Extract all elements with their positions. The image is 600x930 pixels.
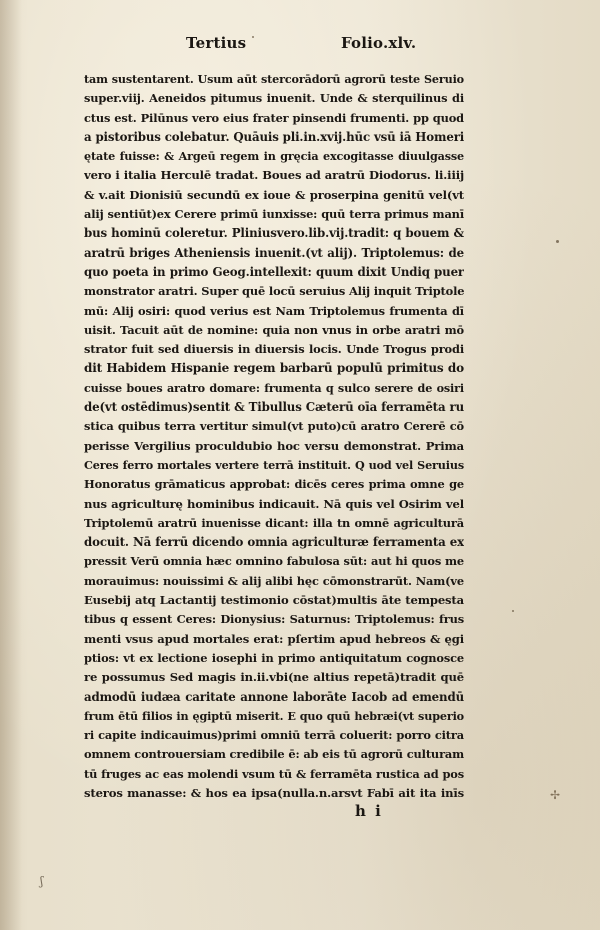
text-line: ri capite indicauimus)primi omniū terrā coluerit: porro citra [84,728,464,743]
text-line: super.viij. Aeneidos pitumus inuenit. Unde & sterquilinus di [84,91,464,106]
ink-speck [512,610,514,612]
ink-speck-mark: ʃ [40,874,44,888]
text-line: ctus est. Pilūnus vero eius frater pinsendi frumenti. pp quod [84,110,464,125]
text-line: omnem controuersiam credibile ē: ab eis tū agrorū culturam [84,747,464,762]
text-line: Triptolemū aratrū inuenisse dicant: illa tn omnē agriculturā [84,515,464,530]
ink-speck [556,240,559,243]
text-line: ptios: vt ex lectione iosephi in primo antiquitatum cognosce [84,650,464,665]
text-line: Honoratus grāmaticus approbat: dicēs ceres prima omne ge [84,477,464,492]
text-line: re possumus Sed magis in.ii.vbi(ne altius repetā)tradit quē [84,670,464,685]
text-line: frum ētū filios in ęgiptū miserit. E quo quū hebræi(vt superio [84,708,464,723]
text-line: stica quibus terra vertitur simul(vt puto)cū aratro Cererē cō [84,419,464,434]
folio-number: Folio.xlv. [341,34,417,52]
text-line: perisse Vergilius proculdubio hoc versu demonstrat. Prima [84,438,464,453]
text-line: strator fuit sed diuersis in diuersis locis. Unde Trogus prodi [84,342,464,357]
signature-mark: h i [355,802,383,820]
text-line: admodū iudæa caritate annone laborāte Iacob ad emendū [84,689,464,704]
text-line: a pistoribus colebatur. Quāuis pli.in.xvij.hūc vsū iā Homeri [84,129,464,144]
text-line: & v.ait Dionisiū secundū ex ioue & proserpina genitū vel(vt [84,187,464,202]
text-line: Eusebij atq Lactantij testimonio cōstat)multis āte tempesta [84,593,464,608]
text-line: nus agriculturę hominibus indicauit. Nā quis vel Osirim vel [84,496,464,511]
page-header [0,34,600,56]
text-line: vero i italia Herculē tradat. Boues ad aratrū Diodorus. li.iiij [84,168,464,183]
text-line: alij sentiūt)ex Cerere primū iunxisse: quū terra primus manī [84,207,464,222]
text-line: de(vt ostēdimus)sentit & Tibullus Cæterū oīa ferramēta ru [84,400,464,415]
ink-speck [252,36,254,38]
text-line: docuit. Nā ferrū dicendo omnia agriculturæ ferramenta ex [84,535,464,550]
text-line: uisit. Tacuit aūt de nomine: quia non vnus in orbe aratri mō [84,322,464,337]
body-text [84,70,464,803]
text-line: morauimus: nouissimi & alij alibi hęc cōmonstrarūt. Nam(ve [84,573,464,588]
text-line: cuisse boues aratro domare: frumenta q sulco serere de osiri [84,380,464,395]
text-line: steros manasse: & hos ea ipsa(nulla.n.arsvt Fabī ait ita inīs [84,785,464,800]
gutter-shadow [0,0,22,930]
text-line: bus hominū coleretur. Pliniusvero.lib.vij.tradit: q bouem & [84,226,464,241]
text-line: dit Habidem Hispanie regem barbarū populū primitus do [84,361,464,376]
running-head: Tertius [186,34,247,52]
text-line: monstrator aratri. Super quē locū seruius Alij inquit Triptole [84,284,464,299]
text-line: Ceres ferro mortales vertere terrā instituit. Q uod vel Seruius [84,457,464,472]
text-line: ętate fuisse: & Argeū regem in gręcia excogitasse diuulgasse [84,149,464,164]
text-line: tū fruges ac eas molendi vsum tū & ferramēta rustica ad pos [84,766,464,781]
margin-ink-mark: ✢ [549,788,561,802]
text-line: pressit Verū omnia hæc omnino fabulosa sūt: aut hi quos me [84,554,464,569]
text-line: aratrū briges Atheniensis inuenit.(vt alij). Triptolemus: de [84,245,464,260]
text-line: quo poeta in primo Geog.intellexit: quum dixit Undiq puer [84,264,464,279]
text-line: tibus q essent Ceres: Dionysius: Saturnus: Triptolemus: frus [84,612,464,627]
text-line: menti vsus apud mortales erat: pſertim apud hebreos & ęgi [84,631,464,646]
text-line: tam sustentarent. Usum aūt stercorādorū agrorū teste Seruio [84,72,464,86]
text-line: mū: Alij osiri: quod verius est Nam Triptolemus frumenta dī [84,303,464,318]
